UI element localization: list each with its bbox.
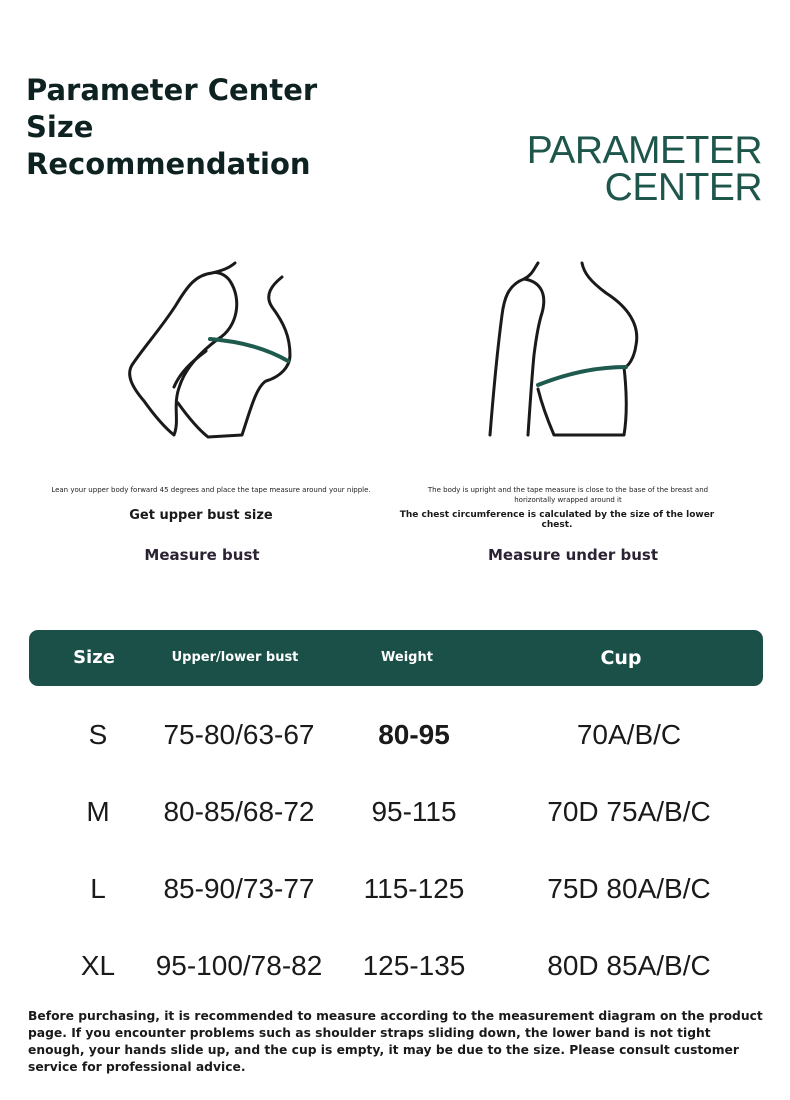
brand-line-1: PARAMETER (526, 129, 762, 172)
arm-outline (490, 263, 544, 435)
header-weight: Weight (381, 650, 433, 665)
row-bust: 75-80/63-67 (163, 719, 315, 750)
brand-line-2: CENTER (604, 166, 762, 209)
row-weight: 125-135 (362, 950, 466, 981)
back-outline (174, 351, 206, 387)
page-title (26, 72, 317, 183)
table-row (29, 864, 763, 914)
row-cup: 70A/B/C (576, 719, 682, 750)
tape-measure (538, 367, 626, 385)
row-bust: 95-100/78-82 (155, 950, 323, 981)
size-table-header (29, 630, 763, 686)
torso-outline (538, 263, 637, 435)
header-cup: Cup (600, 647, 642, 669)
row-size: S (88, 719, 108, 750)
under-bust-measure-subtitle: The chest circumference is calculated by the size of the lower chest. (399, 510, 715, 530)
size-disclaimer: Before purchasing, it is recommended to measure according to the measurement diagram on the product page. If you encounter problems such as shoulder straps sliding down, the lower band is not tight enough, your hands slide up, and the cup is empty, it may be due to the size. Please consult customer service for professional advice. (28, 1009, 763, 1074)
bust-measure-instruction: Lean your upper body forward 45 degrees and place the tape measure around your nipple. (51, 486, 371, 494)
bust-measure-subtitle: Get upper bust size (129, 508, 273, 523)
row-weight: 80-95 (378, 719, 450, 750)
brand-logo (526, 129, 762, 209)
row-bust: 80-85/68-72 (163, 796, 315, 827)
title-line-1: Parameter Center (26, 73, 318, 107)
row-size: M (86, 796, 110, 827)
under-bust-measure-instruction: The body is upright and the tape measure is close to the base of the breast and horizontally wrapped around it (427, 486, 709, 504)
torso-outline (178, 277, 290, 437)
row-bust: 85-90/73-77 (163, 873, 315, 904)
row-cup: 80D 85A/B/C (547, 950, 711, 981)
table-row (29, 710, 763, 760)
title-line-2: Size (26, 110, 94, 144)
header-size: Size (73, 647, 115, 668)
header-bust: Upper/lower bust (171, 650, 299, 665)
row-cup: 75D 80A/B/C (547, 873, 711, 904)
row-cup: 70D 75A/B/C (547, 796, 711, 827)
row-size: L (90, 873, 106, 904)
tape-measure (210, 339, 288, 361)
bust-measure-label: Measure bust (144, 546, 260, 564)
measure-under-bust-illustration (478, 255, 648, 445)
row-weight: 115-125 (363, 873, 465, 904)
title-line-3: Recommendation (26, 147, 311, 181)
table-row (29, 941, 763, 991)
table-row (29, 787, 763, 837)
measure-bust-illustration (118, 255, 308, 445)
under-bust-measure-label: Measure under bust (487, 546, 659, 564)
row-weight: 95-115 (371, 796, 457, 827)
row-size: XL (80, 950, 116, 981)
